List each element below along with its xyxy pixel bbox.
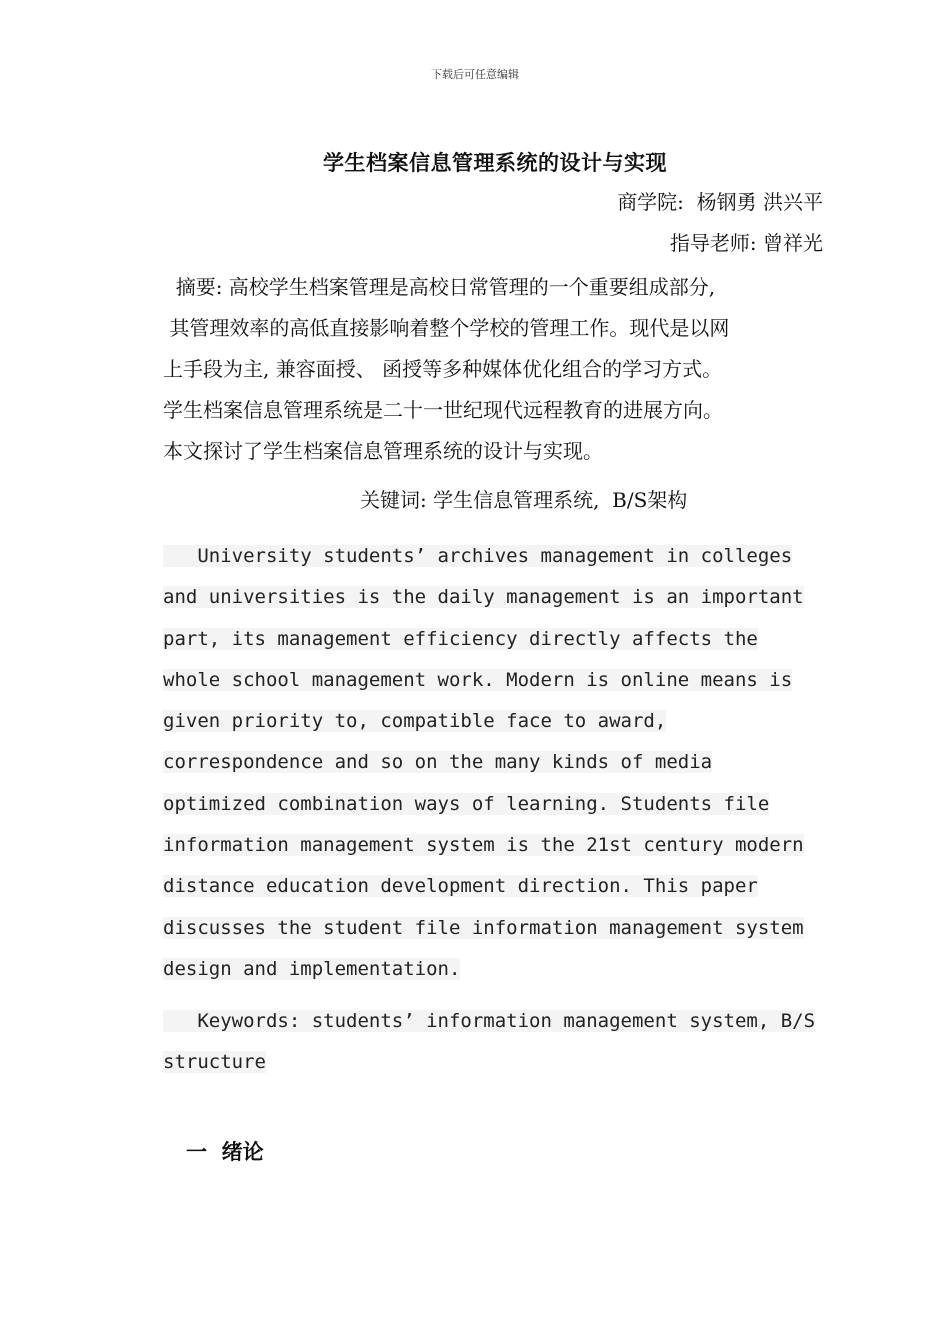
abstract-cn-line: 本文探讨了学生档案信息管理系统的设计与实现。 — [163, 439, 603, 463]
keywords-chinese: 关键词: 学生信息管理系统, B/S架构 — [360, 488, 688, 512]
abstract-en-line: discusses the student file information management system — [163, 916, 804, 939]
keywords-en-line: Keywords: students’ information management system, B/S — [163, 1010, 816, 1032]
abstract-en-line: distance education development direction. This paper — [163, 875, 758, 898]
section-heading: 一 绪论 — [186, 1140, 264, 1164]
keywords-english — [163, 1001, 843, 1083]
header-note: 下载后可任意编辑 — [431, 68, 519, 81]
abstract-en-line: University students’ archives management in colleges — [163, 545, 793, 567]
abstract-en-line: and universities is the daily management is an important — [163, 586, 804, 609]
document-title: 学生档案信息管理系统的设计与实现 — [323, 151, 667, 175]
abstract-en-line: correspondence and so on the many kinds of media — [163, 751, 713, 774]
abstract-en-line: optimized combination ways of learning. Students file — [163, 792, 770, 815]
abstract-cn-line: 其管理效率的高低直接影响着整个学校的管理工作。现代是以网 — [163, 316, 730, 340]
abstract-en-line: whole school management work. Modern is online means is — [163, 668, 793, 691]
abstract-english — [163, 536, 843, 990]
abstract-en-line: part, its management efficiency directly affects the — [163, 627, 758, 650]
keywords-en-line: structure — [163, 1051, 266, 1073]
abstract-en-line: information management system is the 21st century modern — [163, 834, 804, 857]
byline-advisor: 指导老师: 曾祥光 — [669, 231, 823, 255]
abstract-en-line: design and implementation. — [163, 957, 461, 980]
abstract-cn-line: 摘要: 高校学生档案管理是高校日常管理的一个重要组成部分, — [163, 275, 716, 299]
abstract-cn-line: 学生档案信息管理系统是二十一世纪现代远程教育的进展方向。 — [163, 398, 723, 422]
byline-authors: 商学院: 杨钢勇 洪兴平 — [617, 190, 823, 214]
abstract-en-line: given priority to, compatible face to award, — [163, 710, 667, 733]
abstract-chinese — [163, 267, 843, 472]
abstract-cn-line: 上手段为主, 兼容面授、 函授等多种媒体优化组合的学习方式。 — [163, 357, 723, 381]
